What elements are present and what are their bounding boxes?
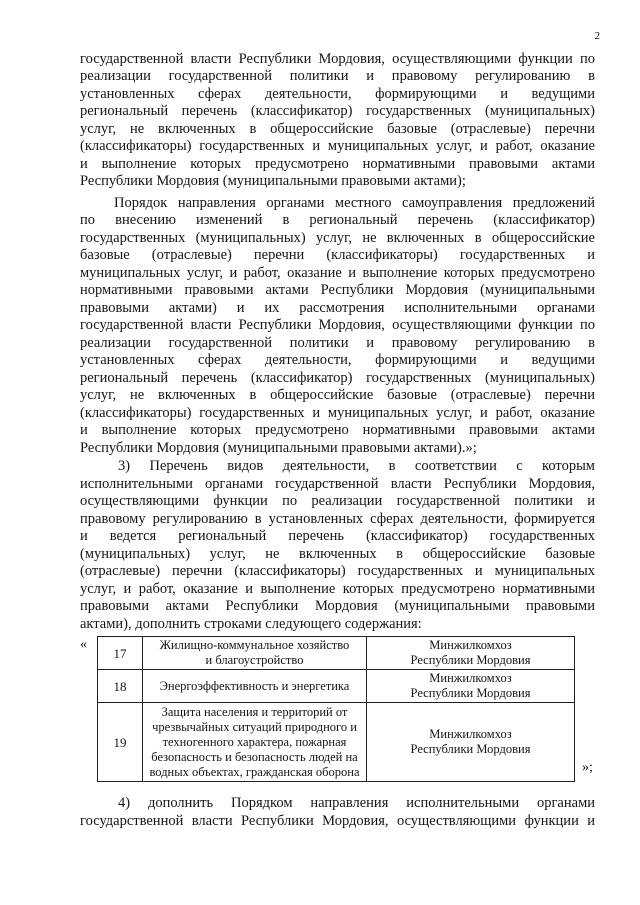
activity-line: безопасность и безопасность людей на <box>151 749 358 764</box>
authority-line: Минжилкомхоз <box>429 671 512 685</box>
text-line: осуществляющими функции по реализации государственной политики и <box>80 493 595 509</box>
text-line: (отраслевые) перечни (классификаторы) государственных и муниципальных <box>80 563 595 579</box>
text-line: услуг, и работ, оказание и выполнение которых предусмотрено нормативными <box>80 581 595 597</box>
text-line: (муниципальных) услуг, не включенных в общероссийские базовые <box>80 546 595 562</box>
text-line: нормативными правовыми актами Республики Мордовия (муниципальными <box>80 282 595 298</box>
activity-table <box>97 636 575 782</box>
row-number: 18 <box>98 670 143 703</box>
activity-area <box>143 637 367 670</box>
text-line: и выполнение которых предусмотрено нормативными правовыми актами <box>80 156 595 172</box>
text-line: установленных сферах деятельности, формирующими и ведущими <box>80 352 595 368</box>
activity-line: и благоустройство <box>205 653 304 667</box>
activity-line: Защита населения и территорий от <box>161 704 348 719</box>
text-line: правовому регулированию в установленных сферах деятельности, формируется <box>80 511 595 527</box>
text-line: 4) дополнить Порядком направления исполнительными органами <box>118 795 595 811</box>
text-line: муниципальных услуг, и работ, оказание и выполнение которых предусмотрено <box>80 265 595 281</box>
text-line: и ведется региональный перечень (классификатор) государственных <box>80 528 595 544</box>
text-line: государственных (муниципальных) услуг, не включенных в общероссийские <box>80 230 595 246</box>
row-number: 19 <box>98 703 143 782</box>
text-line: региональный перечень (классификатор) государственных (муниципальных) <box>80 370 595 386</box>
text-line: правовыми актами Республики Мордовия (муниципальными правовыми <box>80 598 595 614</box>
text-line: 3) Перечень видов деятельности, в соответствии с которым <box>118 458 595 474</box>
table-row <box>98 670 575 703</box>
authority-cell <box>367 670 575 703</box>
table-row <box>98 703 575 782</box>
text-line: актами), дополнить строками следующего содержания: <box>80 616 422 632</box>
text-line: Республики Мордовия (муниципальными правовыми актами); <box>80 173 466 189</box>
authority-cell <box>367 637 575 670</box>
authority-line: Республики Мордовия <box>410 686 531 700</box>
text-line: Порядок направления органами местного самоуправления предложений <box>114 195 595 211</box>
authority-cell <box>367 703 575 782</box>
row-number: 17 <box>98 637 143 670</box>
quote-open: « <box>80 637 87 652</box>
text-line: услуг, не включенных в общероссийские базовые (отраслевые) перечни <box>80 387 595 403</box>
text-line: государственной власти Республики Мордовия, осуществляющими функции и <box>80 813 595 829</box>
text-line: (классификаторы) государственных и муниципальных услуг, и работ, оказание <box>80 138 595 154</box>
text-line: исполнительными органами государственной власти Республики Мордовия, <box>80 476 595 492</box>
text-line: по внесению изменений в региональный перечень (классификатор) <box>80 212 595 228</box>
text-line: региональный перечень (классификатор) государственных (муниципальных) <box>80 103 595 119</box>
page-number: 2 <box>594 30 600 42</box>
text-line: реализации государственной политики и правовому регулированию в <box>80 335 595 351</box>
text-line: (классификаторы) государственных и муниципальных услуг, и работ, оказание <box>80 405 595 421</box>
text-line: реализации государственной политики и правовому регулированию в <box>80 68 595 84</box>
activity-line: Жилищно-коммунальное хозяйство <box>159 638 350 652</box>
table-row <box>98 637 575 670</box>
text-line: государственной власти Республики Мордовия, осуществляющими функции по <box>80 317 595 333</box>
activity-line: водных объектах, гражданская оборона <box>149 764 360 779</box>
authority-line: Минжилкомхоз <box>429 727 512 741</box>
activity-line: техногенного характера, пожарная <box>162 734 347 749</box>
authority-line: Республики Мордовия <box>410 653 531 667</box>
text-line: и выполнение которых предусмотрено нормативными правовыми актами <box>80 422 595 438</box>
text-line: государственной власти Республики Мордовия, осуществляющими функции по <box>80 51 595 67</box>
text-line: правовыми актами) и их рассмотрения исполнительными органами <box>80 300 595 316</box>
activity-line: Энергоэффективность и энергетика <box>159 678 350 693</box>
authority-line: Минжилкомхоз <box>429 638 512 652</box>
text-line: Республики Мордовия (муниципальными правовыми актами).»; <box>80 440 477 456</box>
quote-close: »; <box>582 760 593 775</box>
text-line: установленных сферах деятельности, формирующими и ведущими <box>80 86 595 102</box>
text-line: базовые (отраслевые) перечни (классификаторы) государственных и <box>80 247 595 263</box>
text-line: услуг, не включенных в общероссийские базовые (отраслевые) перечни <box>80 121 595 137</box>
activity-area <box>143 703 367 782</box>
activity-line: чрезвычайных ситуаций природного и <box>152 719 357 734</box>
authority-line: Республики Мордовия <box>410 742 531 756</box>
activity-area <box>143 670 367 703</box>
